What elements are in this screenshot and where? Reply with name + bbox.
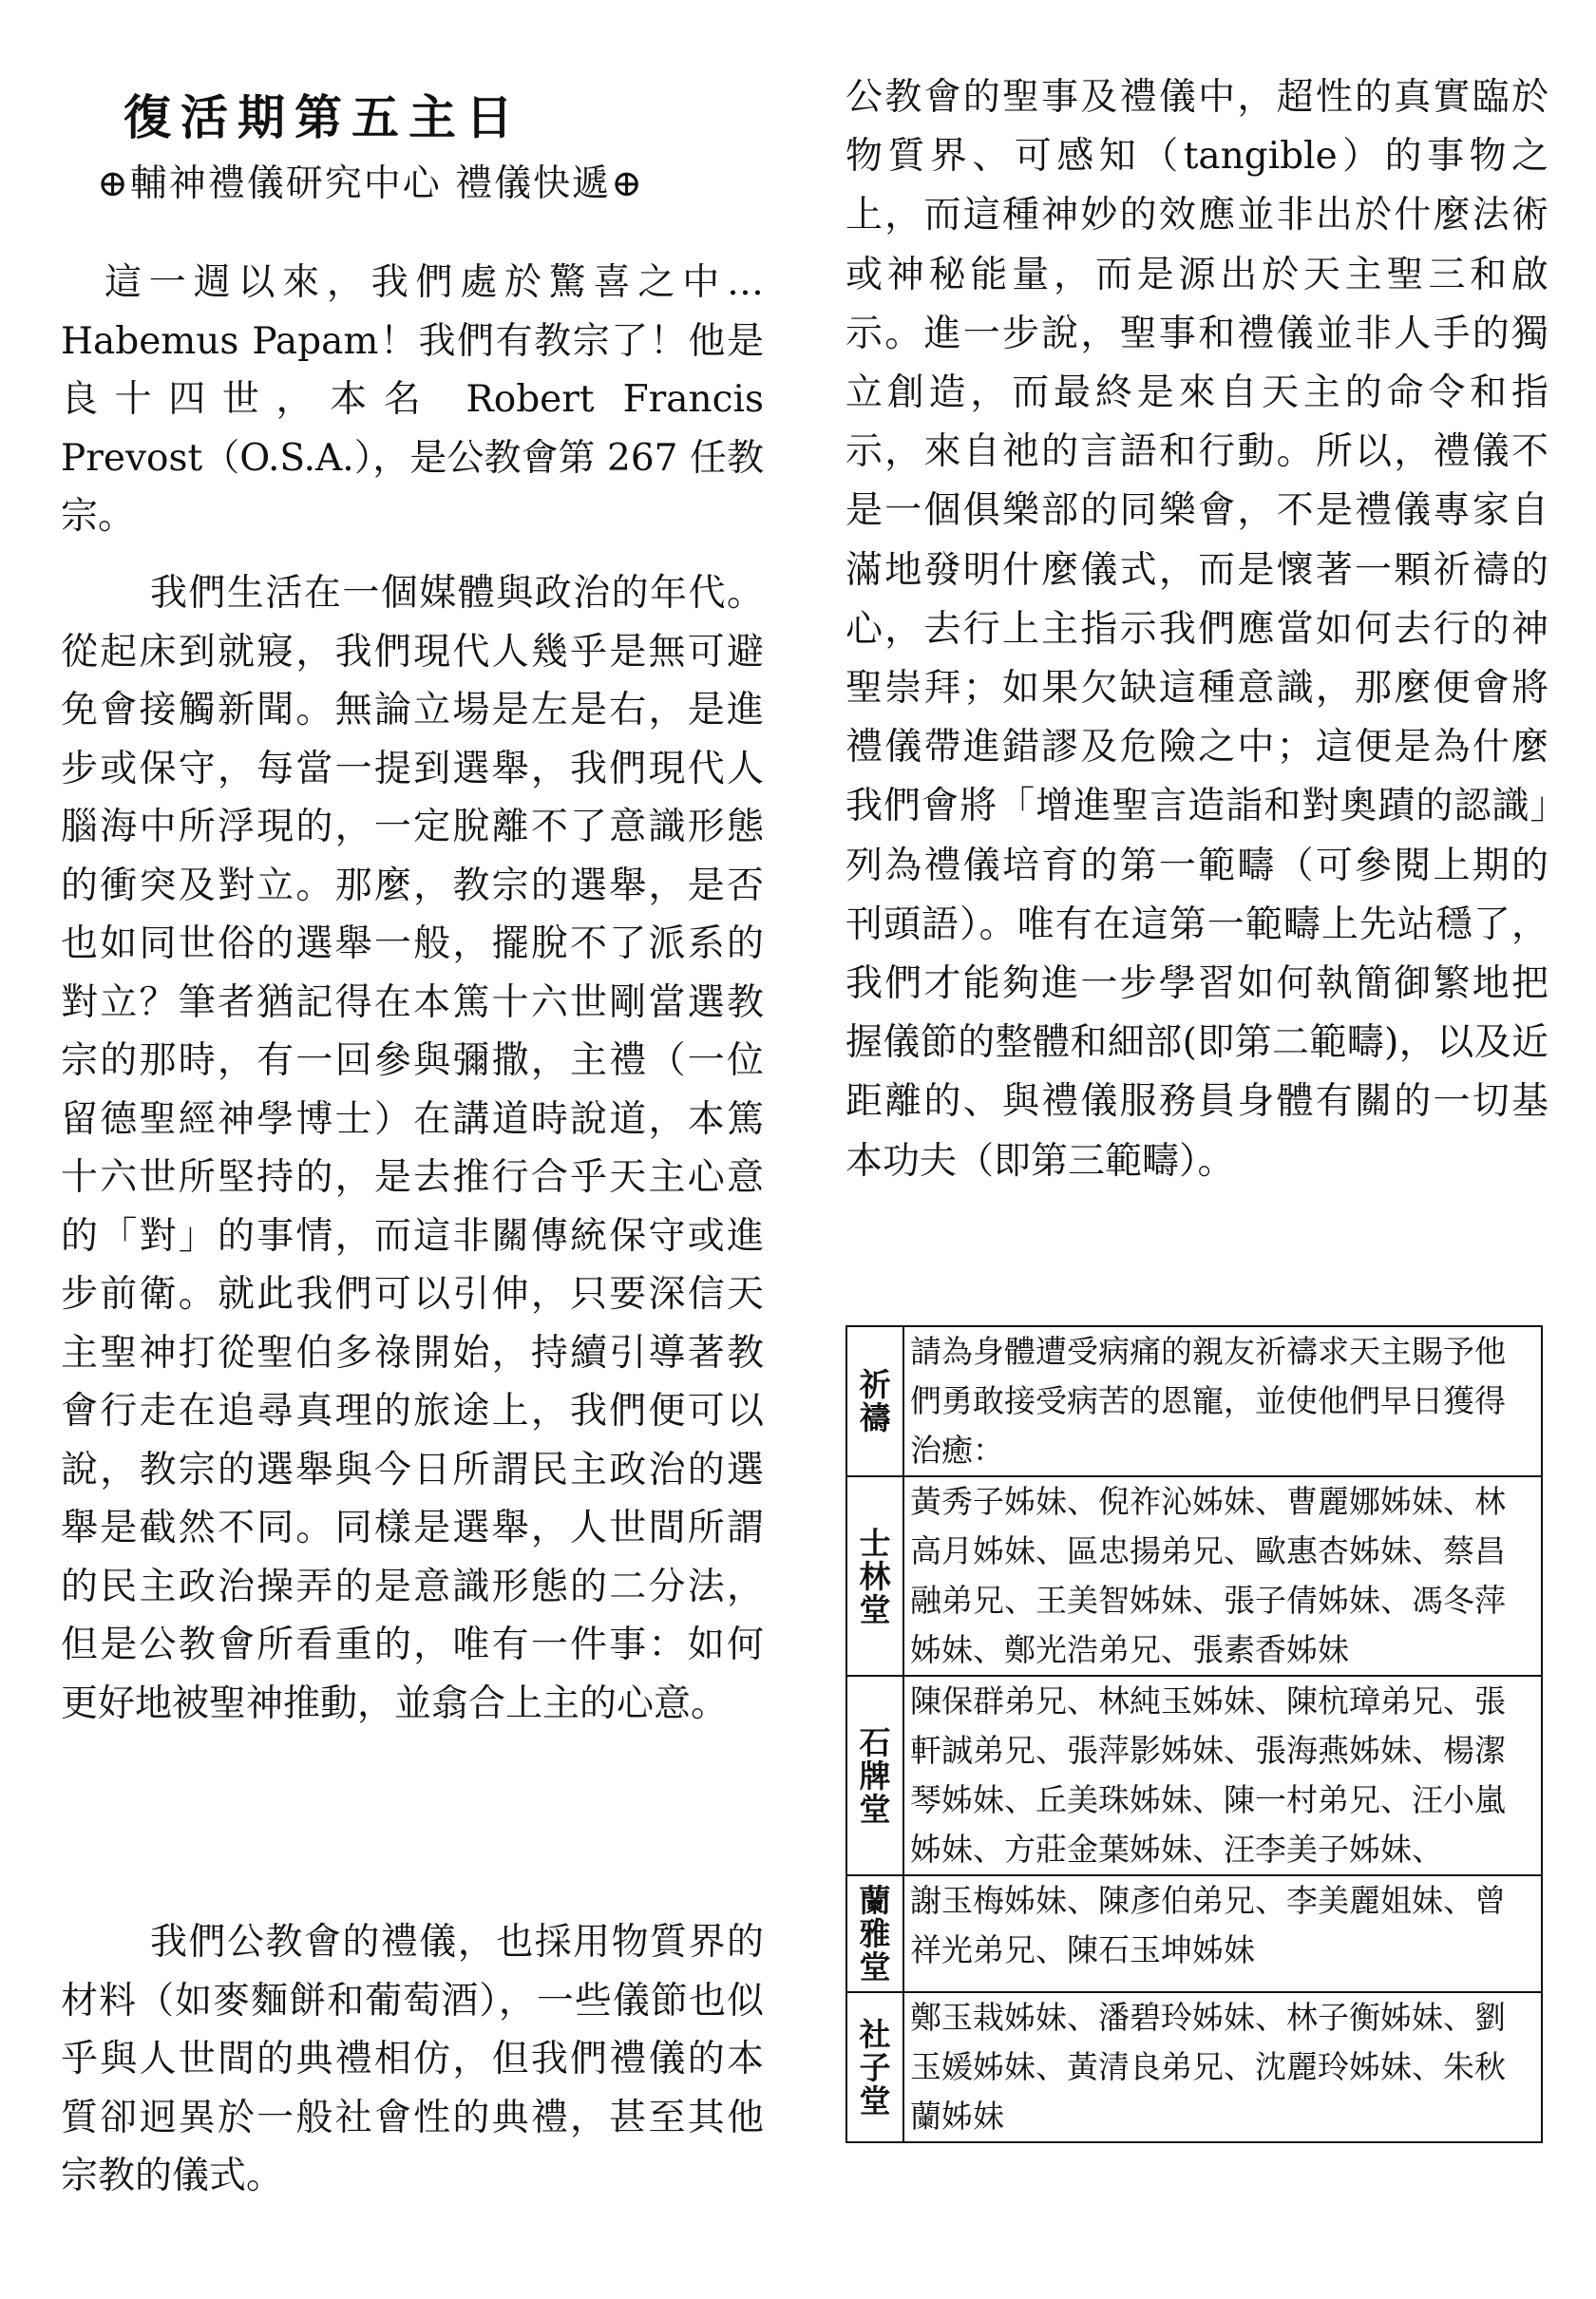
row-label: 士林堂 (846, 1476, 903, 1676)
row-text: 謝玉梅姊妹、陳彥伯弟兄、李美麗姐妹、曾祥光弟兄、陳石玉坤姊妹 (903, 1875, 1542, 1992)
table-row (846, 1476, 1542, 1676)
page-title: 復活期第五主日 (124, 89, 522, 145)
table-row (846, 1676, 1542, 1875)
article-paragraph-2: 我們生活在一個媒體與政治的年代。從起床到就寢，我們現代人幾乎是無可避免會接觸新聞。無論立場是左是右，是進步或保守，每當一提到選舉，我們現代人腦海中所浮現的，一定脫離不了意識形態的衝突及對立。那麼，教宗的選舉，是否也如同世俗的選舉一般，擺脫不了派系的對立？筆者猶記得在本篤十六世剛當選教宗的那時，有一回參與彌撒，主禮（一位留德聖經神學博士）在講道時說道，本篤十六世所堅持的，是去推行合乎天主心意的「對」的事情，而這非關傳統保守或進步前衛。就此我們可以引伸，只要深信天主聖神打從聖伯多祿開始，持續引導著教會行走在追尋真理的旅途上，我們便可以說，教宗的選舉與今日所謂民主政治的選舉是截然不同。同樣是選舉，人世間所謂的民主政治操弄的是意識形態的二分法，但是公教會所看重的，唯有一件事：如何更好地被聖神推動，並翕合上主的心意。 (61, 572, 764, 1725)
article-paragraph-4: 公教會的聖事及禮儀中，超性的真實臨於物質界、可感知（tangible）的事物之上，而這種神妙的效應並非出於什麼法術或神秘能量，而是源出於天主聖三和啟示。進一步說，聖事和禮儀並非人手的獨立創造，而最終是來自天主的命令和指示，來自祂的言語和行動。所以，禮儀不是一個俱樂部的同樂會，不是禮儀專家自滿地發明什麼儀式，而是懷著一顆祈禱的心，去行上主指示我們應當如何去行的神聖崇拜；如果欠缺這種意識，那麼便會將禮儀帶進錯謬及危險之中；這便是為什麼我們會將「增進聖言造詣和對奧蹟的認識」列為禮儀培育的第一範疇（可參閱上期的刊頭語）。唯有在這第一範疇上先站穩了，我們才能夠進一步學習如何執簡御繁地把握儀節的整體和細部(即第二範疇)，以及近距離的、與禮儀服務員身體有關的一切基本功夫（即第三範疇）。 (846, 76, 1548, 1183)
article-paragraph-3: 我們公教會的禮儀，也採用物質界的材料（如麥麵餅和葡萄酒），一些儀節也似乎與人世間的典禮相仿，但我們禮儀的本質卻迥異於一般社會性的典禮，甚至其他宗教的儀式。 (61, 1921, 764, 2197)
page-subtitle: ⊕輔神禮儀研究中心 禮儀快遞⊕ (97, 162, 644, 205)
article-paragraph-1: 這一週以來，我們處於驚喜之中… Habemus Papam！我們有教宗了！他是良十四世，本名 Robert Francis Prevost（O.S.A.），是公教會第 267 任教宗。 (61, 261, 764, 538)
row-text: 黃秀子姊妹、倪祚沁姊妹、曹麗娜姊妹、林高月姊妹、區忠揚弟兄、歐惠杏姊妹、蔡昌融弟兄、王美智姊妹、張子倩姊妹、馮冬萍姊妹、鄭光浩弟兄、張素香姊妹 (903, 1476, 1542, 1676)
table-row (846, 1875, 1542, 1992)
row-text: 鄭玉栽姊妹、潘碧玲姊妹、林子衡姊妹、劉玉媛姊妹、黃清良弟兄、沈麗玲姊妹、朱秋蘭姊妹 (903, 1992, 1542, 2142)
row-text: 陳保群弟兄、林純玉姊妹、陳杭璋弟兄、張軒誠弟兄、張萍影姊妹、張海燕姊妹、楊潔琴姊妹、丘美珠姊妹、陳一村弟兄、汪小嵐姊妹、方莊金葉姊妹、汪李美子姊妹、 (903, 1676, 1542, 1875)
prayer-list-table (846, 1325, 1543, 2143)
table-row (846, 1992, 1542, 2142)
row-label: 祈禱 (846, 1326, 903, 1476)
row-label: 蘭雅堂 (846, 1875, 903, 1992)
row-text: 請為身體遭受病痛的親友祈禱求天主賜予他們勇敢接受病苦的恩寵，並使他們早日獲得治癒： (903, 1326, 1542, 1476)
table-row (846, 1326, 1542, 1476)
row-label: 社子堂 (846, 1992, 903, 2142)
row-label: 石牌堂 (846, 1676, 903, 1875)
